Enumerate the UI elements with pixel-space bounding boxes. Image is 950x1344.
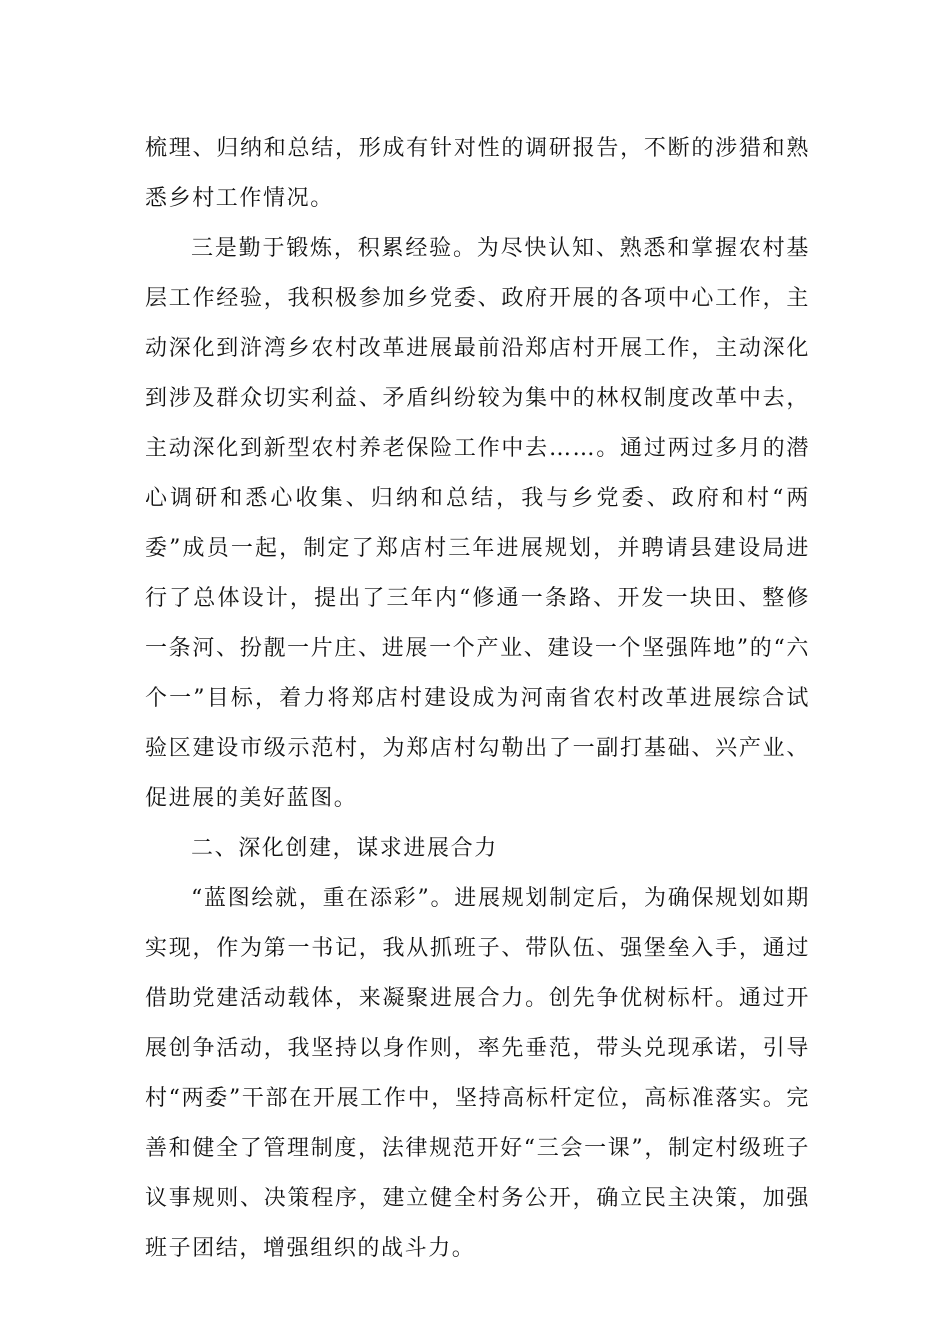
paragraph-continuation: 梳理、归纳和总结，形成有针对性的调研报告，不断的涉猎和熟悉乡村工作情况。	[145, 136, 810, 211]
document-body	[145, 124, 810, 1274]
section-heading-two: 二、深化创建，谋求进展合力	[191, 836, 498, 861]
paragraph-blueprint: “蓝图绘就，重在添彩”。进展规划制定后，为确保规划如期实现，作为第一书记，我从抓班子、带队伍、强堡垒入手，通过借助党建活动载体，来凝聚进展合力。创先争优树标杆。通过开展创争活动，我坚持以身作则，率先垂范，带头兑现承诺，引导村“两委”干部在开展工作中，坚持高标杆定位，高标准落实。完善和健全了管理制度，法律规范开好“三会一课”，制定村级班子议事规则、决策程序，建立健全村务公开，确立民主决策，加强班子团结，增强组织的战斗力。	[145, 886, 810, 1261]
paragraph-item-three: 三是勤于锻炼，积累经验。为尽快认知、熟悉和掌握农村基层工作经验，我积极参加乡党委、政府开展的各项中心工作，主动深化到浒湾乡农村改革进展最前沿郑店村开展工作，主动深化到涉及群众切实利益、矛盾纠纷较为集中的林权制度改革中去，主动深化到新型农村养老保险工作中去……。通过两过多月的潜心调研和悉心收集、归纳和总结，我与乡党委、政府和村“两委”成员一起，制定了郑店村三年进展规划，并聘请县建设局进行了总体设计，提出了三年内“修通一条路、开发一块田、整修一条河、扮靓一片庄、进展一个产业、建设一个坚强阵地”的“六个一”目标，着力将郑店村建设成为河南省农村改革进展综合试验区建设市级示范村，为郑店村勾勒出了一副打基础、兴产业、促进展的美好蓝图。	[145, 236, 810, 811]
